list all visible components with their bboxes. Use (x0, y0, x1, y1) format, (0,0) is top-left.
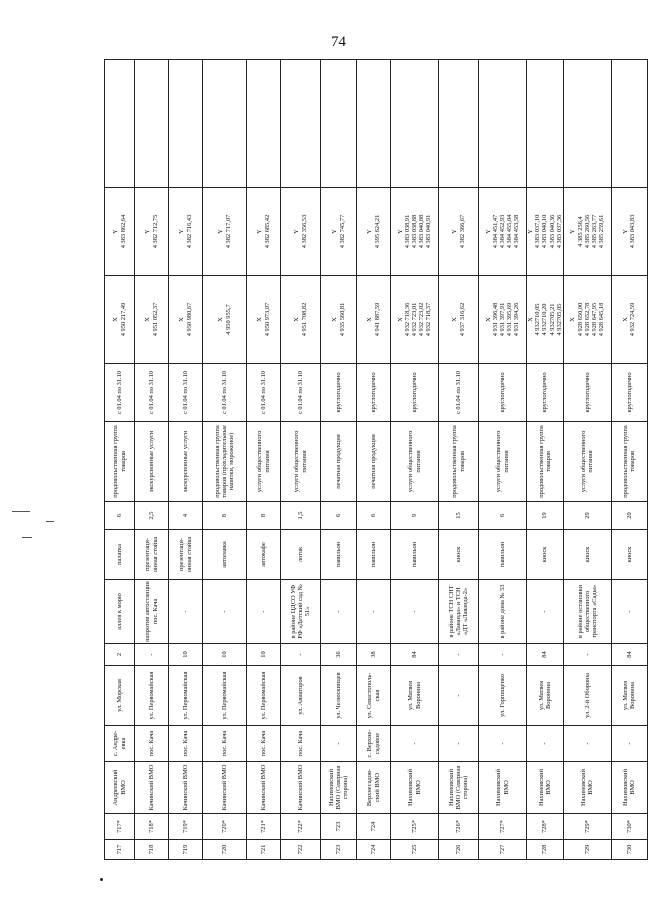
type-cell: киоск (563, 530, 611, 580)
empty-cell (321, 60, 357, 188)
period-cell: с 01.04 по 31.10 (247, 364, 281, 422)
row-number-cell: 725 (391, 840, 439, 860)
object-id-cell: 718* (135, 814, 169, 840)
street-cell: ул. 2-й Обороны (563, 666, 611, 726)
row-number-cell: 721 (247, 840, 281, 860)
landmark-cell: - (169, 580, 203, 644)
district-cell: Нахимовский ВМО (611, 762, 647, 814)
y-coordinate-cell: Y 4 383 043,83 (611, 188, 647, 276)
object-id-cell: 719* (169, 814, 203, 840)
district-cell: Нахимовский ВМО (479, 762, 527, 814)
type-cell: павильон (391, 530, 439, 580)
row-number-cell: 718 (135, 840, 169, 860)
area-cell: 19 (527, 502, 564, 530)
row-number-cell: 723 (321, 840, 357, 860)
x-coordinate-cell: X 4 950 973,07 (247, 276, 281, 364)
house-cell: 10 (203, 644, 247, 666)
table-row (281, 60, 321, 860)
area-cell: 9 (391, 502, 439, 530)
district-cell: Нахимовский ВМО (563, 762, 611, 814)
table-row (105, 60, 135, 860)
settlement-cell: - (479, 726, 527, 762)
type-cell: павильон (479, 530, 527, 580)
period-cell: круглогодично (357, 364, 391, 422)
object-id-cell: 724 (357, 814, 391, 840)
type-cell: павильон (357, 530, 391, 580)
specialization-cell: продовольственная группа товаров (439, 422, 479, 502)
object-id-cell: 725* (391, 814, 439, 840)
settlement-cell: пос. Кача (247, 726, 281, 762)
x-coordinate-cell: X 4 950 980,67 (169, 276, 203, 364)
empty-cell (563, 60, 611, 188)
row-number-cell: 726 (439, 840, 479, 860)
period-cell: круглогодично (563, 364, 611, 422)
district-cell: Качинский ВМО (281, 762, 321, 814)
settlement-cell: - (321, 726, 357, 762)
row-number-cell: 724 (357, 840, 391, 860)
landmark-cell: - (203, 580, 247, 644)
landmark-cell: - (611, 580, 647, 644)
landmark-cell: - (247, 580, 281, 644)
district-cell: Нахимовский ВМО (Северная сторона) (321, 762, 357, 814)
specialization-cell: услуги общественного питания (247, 422, 281, 502)
district-cell: Верхнесадов-ский ВМО (357, 762, 391, 814)
empty-cell (479, 60, 527, 188)
area-cell: 29 (563, 502, 611, 530)
settlement-cell: с. Андре-евка (105, 726, 135, 762)
register-table (104, 59, 648, 860)
x-coordinate-cell: X 4 941 887,59 (357, 276, 391, 364)
object-id-cell: 730* (611, 814, 647, 840)
area-cell: 6 (321, 502, 357, 530)
table-row (439, 60, 479, 860)
object-id-cell: 729* (563, 814, 611, 840)
row-number-cell: 720 (203, 840, 247, 860)
specialization-cell: экскурсионные услуги (135, 422, 169, 502)
period-cell: с 01.04 по 31.10 (105, 364, 135, 422)
object-id-cell: 728* (527, 814, 564, 840)
district-cell: Качинский ВМО (247, 762, 281, 814)
area-cell: 6 (479, 502, 527, 530)
x-coordinate-cell: X 4 935 560,81 (321, 276, 357, 364)
x-coordinate-cell: X 4 950 217,49 (105, 276, 135, 364)
rotated-table-container (104, 60, 637, 860)
y-coordinate-cell: Y 4 382 745,77 (321, 188, 357, 276)
district-cell: Качинский ВМО (135, 762, 169, 814)
y-coordinate-cell: Y 4 383 038,91 4 383 038,88 4 383 040,88 4 383 040,91 (391, 188, 439, 276)
settlement-cell: - (611, 726, 647, 762)
table-row (391, 60, 439, 860)
period-cell: с 01.04 по 31.10 (203, 364, 247, 422)
empty-cell (391, 60, 439, 188)
x-coordinate-cell: X 4 950 955,7 (203, 276, 247, 364)
specialization-cell: продовольственная группа товаров (527, 422, 564, 502)
object-id-cell: 722* (281, 814, 321, 840)
area-cell: 6 (357, 502, 391, 530)
landmark-cell: в районе ЦДСО УФ РФ «Детский сад № 51» (281, 580, 321, 644)
period-cell: круглогодично (321, 364, 357, 422)
period-cell: с 01.04 по 31.10 (169, 364, 203, 422)
settlement-cell: пос. Кача (169, 726, 203, 762)
period-cell: круглогодично (391, 364, 439, 422)
settlement-cell: - (527, 726, 564, 762)
empty-cell (203, 60, 247, 188)
page-number: 74 (331, 34, 346, 50)
row-number-cell: 730 (611, 840, 647, 860)
district-cell: Андреевский ВМО (105, 762, 135, 814)
row-number-cell: 722 (281, 840, 321, 860)
house-cell: 10 (247, 644, 281, 666)
landmark-cell: - (527, 580, 564, 644)
y-coordinate-cell: Y 4 385 256,4 4 385 260,56 4 385 263,77 4 385 259,61 (563, 188, 611, 276)
area-cell: 20 (611, 502, 647, 530)
district-cell: Качинский ВМО (169, 762, 203, 814)
type-cell: киоск (439, 530, 479, 580)
specialization-cell: услуги общественного питания (281, 422, 321, 502)
landmark-cell: напротив автостанции пос. Кача (135, 580, 169, 644)
area-cell: 2,5 (135, 502, 169, 530)
street-cell: ул. Горпищенко (479, 666, 527, 726)
settlement-cell: - (439, 726, 479, 762)
street-cell: - (439, 666, 479, 726)
specialization-cell: продовольственная группа товаров (611, 422, 647, 502)
street-cell: ул. Матвея Воронина (611, 666, 647, 726)
table-row (321, 60, 357, 860)
house-cell: 84 (391, 644, 439, 666)
settlement-cell: с. Верхне-садовое (357, 726, 391, 762)
type-cell: павильон (321, 530, 357, 580)
street-cell: ул. Севастополь-ская (357, 666, 391, 726)
empty-cell (105, 60, 135, 188)
district-cell: Нахимовский ВМО (Северная сторона) (439, 762, 479, 814)
settlement-cell: пос. Кача (203, 726, 247, 762)
y-coordinate-cell: Y 4 382 716,43 (169, 188, 203, 276)
street-cell: ул. Первомайская (135, 666, 169, 726)
specialization-cell: печатная продукция (357, 422, 391, 502)
y-coordinate-cell: Y 4 382 356,53 (281, 188, 321, 276)
type-cell: презентаци-онная стойка (135, 530, 169, 580)
margin-mark (22, 537, 32, 538)
table-row (611, 60, 647, 860)
x-coordinate-cell: X 4 937 316,62 (439, 276, 479, 364)
row-number-cell: 727 (479, 840, 527, 860)
type-cell: автолавка (203, 530, 247, 580)
period-cell: круглогодично (479, 364, 527, 422)
y-coordinate-cell: Y 4 382 717,07 (203, 188, 247, 276)
object-id-cell: 717* (105, 814, 135, 840)
type-cell: палатка (105, 530, 135, 580)
street-cell: ул. Авиаторов (281, 666, 321, 726)
type-cell: презентаци-онная стойка (169, 530, 203, 580)
y-coordinate-cell: Y 4 382 685,42 (247, 188, 281, 276)
landmark-cell: - (357, 580, 391, 644)
settlement-cell: пос. Кача (135, 726, 169, 762)
period-cell: круглогодично (611, 364, 647, 422)
specialization-cell: услуги общественного питания (563, 422, 611, 502)
specialization-cell: услуги общественного питания (391, 422, 439, 502)
landmark-cell: - (321, 580, 357, 644)
house-cell: 84 (527, 644, 564, 666)
period-cell: с 01.04 по 31.10 (281, 364, 321, 422)
house-cell: - (439, 644, 479, 666)
house-cell: 10 (169, 644, 203, 666)
empty-cell (135, 60, 169, 188)
district-cell: Качинский ВМО (203, 762, 247, 814)
empty-cell (439, 60, 479, 188)
table-row (479, 60, 527, 860)
type-cell: киоск (611, 530, 647, 580)
empty-cell (281, 60, 321, 188)
table-row (247, 60, 281, 860)
specialization-cell: экскурсионные услуги (169, 422, 203, 502)
street-cell: ул. Матвея Воронина (391, 666, 439, 726)
street-cell: ул. Челюскинцев (321, 666, 357, 726)
period-cell: с 01.04 по 31.10 (135, 364, 169, 422)
specialization-cell: печатная продукция (321, 422, 357, 502)
house-cell: 36 (321, 644, 357, 666)
street-cell: ул. Матвея Воронина (527, 666, 564, 726)
table-row (527, 60, 564, 860)
x-coordinate-cell: X 4 932 718,36 4 932 723,01 4 932 723,02 4 932 718,37 (391, 276, 439, 364)
district-cell: Нахимовский ВМО (527, 762, 564, 814)
x-coordinate-cell: X 4 928 650,00 4 928 652,78 4 928 647,95 4 928 645,18 (563, 276, 611, 364)
x-coordinate-cell: X 4 951 052,37 (135, 276, 169, 364)
area-cell: 8 (203, 502, 247, 530)
landmark-cell: в районе ТСН СНТ «Лаванда» и ТСН «ДТ «Лаванда-2» (439, 580, 479, 644)
house-cell: 2 (105, 644, 135, 666)
object-id-cell: 723 (321, 814, 357, 840)
street-cell: ул. Первомайская (169, 666, 203, 726)
row-number-cell: 719 (169, 840, 203, 860)
table-row (203, 60, 247, 860)
landmark-cell: в районе дома № 53 (479, 580, 527, 644)
empty-cell (247, 60, 281, 188)
area-cell: 6 (105, 502, 135, 530)
margin-mark (46, 521, 54, 522)
empty-cell (611, 60, 647, 188)
house-cell: - (135, 644, 169, 666)
y-coordinate-cell: Y 4 395 624,21 (357, 188, 391, 276)
object-id-cell: 727* (479, 814, 527, 840)
area-cell: 4 (169, 502, 203, 530)
object-id-cell: 721* (247, 814, 281, 840)
row-number-cell: 729 (563, 840, 611, 860)
object-id-cell: 726* (439, 814, 479, 840)
x-coordinate-cell: X 4 931 396,48 4 931 397,91 4 931 395,69 4 931 394,26 (479, 276, 527, 364)
type-cell: лоток (281, 530, 321, 580)
area-cell: 15 (439, 502, 479, 530)
x-coordinate-cell: X 4 932 724,59 (611, 276, 647, 364)
settlement-cell: - (391, 726, 439, 762)
table-row (357, 60, 391, 860)
landmark-cell: аллея к морю (105, 580, 135, 644)
row-number-cell: 717 (105, 840, 135, 860)
x-coordinate-cell: X 4 932710,05 4 932710,20 4 932705,21 4 932705,05 (527, 276, 564, 364)
stray-dot (100, 878, 103, 881)
area-cell: 8 (247, 502, 281, 530)
object-id-cell: 720* (203, 814, 247, 840)
house-cell: - (281, 644, 321, 666)
empty-cell (357, 60, 391, 188)
period-cell: круглогодично (527, 364, 564, 422)
period-cell: с 01.04 по 31.10 (439, 364, 479, 422)
empty-cell (527, 60, 564, 188)
y-coordinate-cell: Y 4 382 712,75 (135, 188, 169, 276)
street-cell: ул. Первомайская (247, 666, 281, 726)
y-coordinate-cell: Y 4 383 862,64 (105, 188, 135, 276)
type-cell: киоск (527, 530, 564, 580)
specialization-cell: продовольственная группа товаров (105, 422, 135, 502)
y-coordinate-cell: Y 4 384 451,47 4 384 452,93 4 384 455,04 4 384 453,58 (479, 188, 527, 276)
settlement-cell: - (563, 726, 611, 762)
empty-cell (169, 60, 203, 188)
landmark-cell: в районе остановки общественного транспорта «Сады» (563, 580, 611, 644)
specialization-cell: продовольственная группа товаров (прохладительные напитки, мороженое) (203, 422, 247, 502)
specialization-cell: услуги общественного питания (479, 422, 527, 502)
settlement-cell: пос. Кача (281, 726, 321, 762)
house-cell: 38 (357, 644, 391, 666)
landmark-cell: - (391, 580, 439, 644)
house-cell: - (479, 644, 527, 666)
street-cell: ул. Морская (105, 666, 135, 726)
house-cell: - (563, 644, 611, 666)
type-cell: автокафе (247, 530, 281, 580)
street-cell: ул. Первомайская (203, 666, 247, 726)
table-row (563, 60, 611, 860)
district-cell: Нахимовский ВМО (391, 762, 439, 814)
house-cell: 84 (611, 644, 647, 666)
table-row (169, 60, 203, 860)
row-number-cell: 728 (527, 840, 564, 860)
y-coordinate-cell: Y 4 382 366,67 (439, 188, 479, 276)
table-row (135, 60, 169, 860)
y-coordinate-cell: Y 4 383 037,10 4 383 040,10 4 383 040,36 4 383 037,36 (527, 188, 564, 276)
area-cell: 1,5 (281, 502, 321, 530)
margin-mark (12, 511, 30, 512)
x-coordinate-cell: X 4 951 708,82 (281, 276, 321, 364)
